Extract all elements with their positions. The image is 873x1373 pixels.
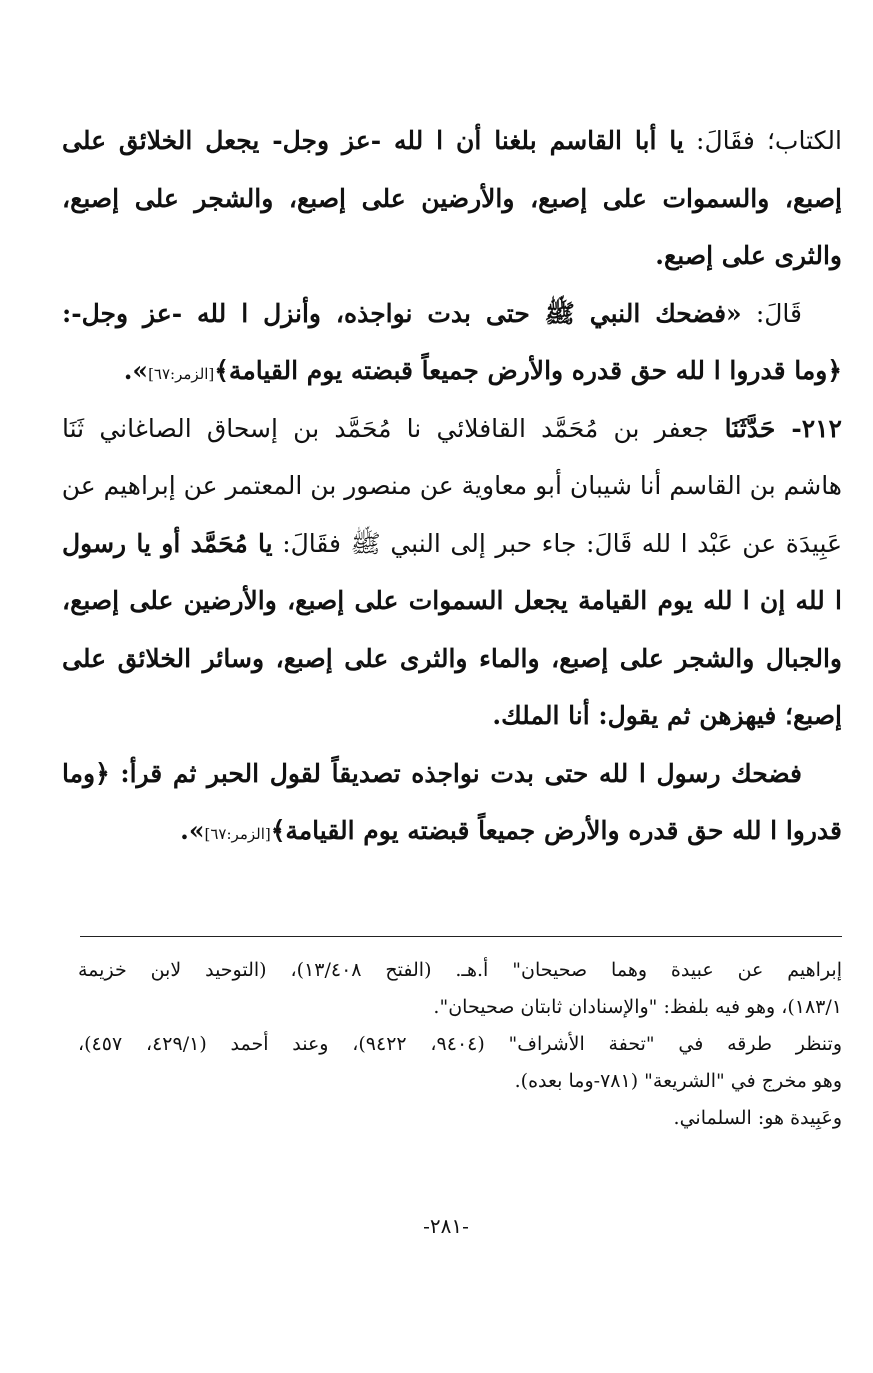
text-line-2 xyxy=(62,170,842,228)
footnote-line-3: وتنظر طرقه في "تحفة الأشراف" (٩٤٠٤، ٩٤٢٢)، وعند أحمد (٤٢٩/١، ٤٥٧)، xyxy=(78,1033,842,1055)
line-13-body: قدروا ا لله حق قدره والأرض جميعاً قبضته يوم القيامة﴾ xyxy=(270,816,842,845)
line-4-body: «فضحك النبي ﷺ حتى بدت نواجذه، وأنزل ا لله -عز وجل-: xyxy=(62,298,742,328)
quran-reference-2: [الزمر:٦٧] xyxy=(204,825,271,843)
line-11-body: إصبع؛ فيهزهن ثم يقول: أنا الملك. xyxy=(492,701,842,730)
line-1-body: يا أبا القاسم بلغنا أن ا لله -عز وجل- يجعل الخلائق على xyxy=(62,126,684,155)
main-text xyxy=(62,112,842,860)
line-10-body: والجبال والشجر على إصبع، والماء والثرى على إصبع، وسائر الخلائق على xyxy=(62,643,842,673)
text-line-12 xyxy=(62,745,842,803)
text-line-11 xyxy=(62,687,842,745)
line-6-body: جعفر بن مُحَمَّد القافلائي نا مُحَمَّد بن إسحاق الصاغاني ثَنَا xyxy=(62,413,709,443)
line-12-body: فضحك رسول ا لله حتى بدت نواجذه تصديقاً لقول الحبر ثم قرأ: ﴿وما xyxy=(62,758,802,788)
line-13-tail: ». xyxy=(180,816,205,845)
line-9-body: ا لله إن ا لله يوم القيامة يجعل السموات على إصبع، والأرضين على إصبع، xyxy=(62,586,842,615)
text-line-9 xyxy=(62,572,842,630)
hadith-number: ٢١٢- حَدَّثَنَا xyxy=(708,413,842,443)
footnote-line-1: إبراهيم عن عبيدة وهما صحيحان" أ.هـ. (الفتح ١٣/٤٠٨)، (التوحيد لابن خزيمة xyxy=(78,959,842,981)
text-line-7 xyxy=(62,457,842,515)
text-line-8 xyxy=(62,515,842,573)
line-7-body: هاشم بن القاسم أنا شيبان أبو معاوية عن منصور بن المعتمر عن إبراهيم عن xyxy=(62,471,842,500)
line-1-lead: الكتاب؛ فقَالَ: xyxy=(683,126,842,155)
line-4-lead: قَالَ: xyxy=(741,298,803,328)
text-line-10 xyxy=(62,630,842,688)
text-line-6 xyxy=(62,400,842,458)
line-5-tail: ». xyxy=(123,356,149,385)
footnotes xyxy=(78,952,842,1137)
text-line-13 xyxy=(62,802,842,860)
quran-reference: [الزمر:٦٧] xyxy=(148,365,215,383)
footnote-line-5: وعَبِيدة هو: السلماني. xyxy=(673,1107,842,1129)
text-line-3 xyxy=(62,227,842,285)
page-number: -٢٨١- xyxy=(423,1214,469,1238)
text-line-4 xyxy=(62,285,842,343)
footnote-line-4: وهو مخرج في "الشريعة" (٧٨١-وما بعده). xyxy=(514,1070,842,1092)
line-2-body: إصبع، والسموات على إصبع، والأرضين على إصبع، والشجر على إصبع، xyxy=(62,183,842,213)
line-8-body: عَبِيدَة عن عَبْد ا لله قَالَ: جاء حبر إلى النبي ﷺ فقَالَ: xyxy=(272,528,842,558)
text-line-1 xyxy=(62,112,842,170)
text-line-5 xyxy=(62,342,842,400)
footnote-divider xyxy=(80,936,842,937)
line-8-tail: يا مُحَمَّد أو يا رسول xyxy=(62,528,273,558)
footnote-line-2: ١٨٣/١)، وهو فيه بلفظ: "والإسنادان ثابتان صحيحان". xyxy=(433,996,842,1018)
line-3-body: والثرى على إصبع. xyxy=(655,241,842,270)
line-5-body: ﴿وما قدروا ا لله حق قدره والأرض جميعاً قبضته يوم القيامة﴾ xyxy=(214,356,842,385)
